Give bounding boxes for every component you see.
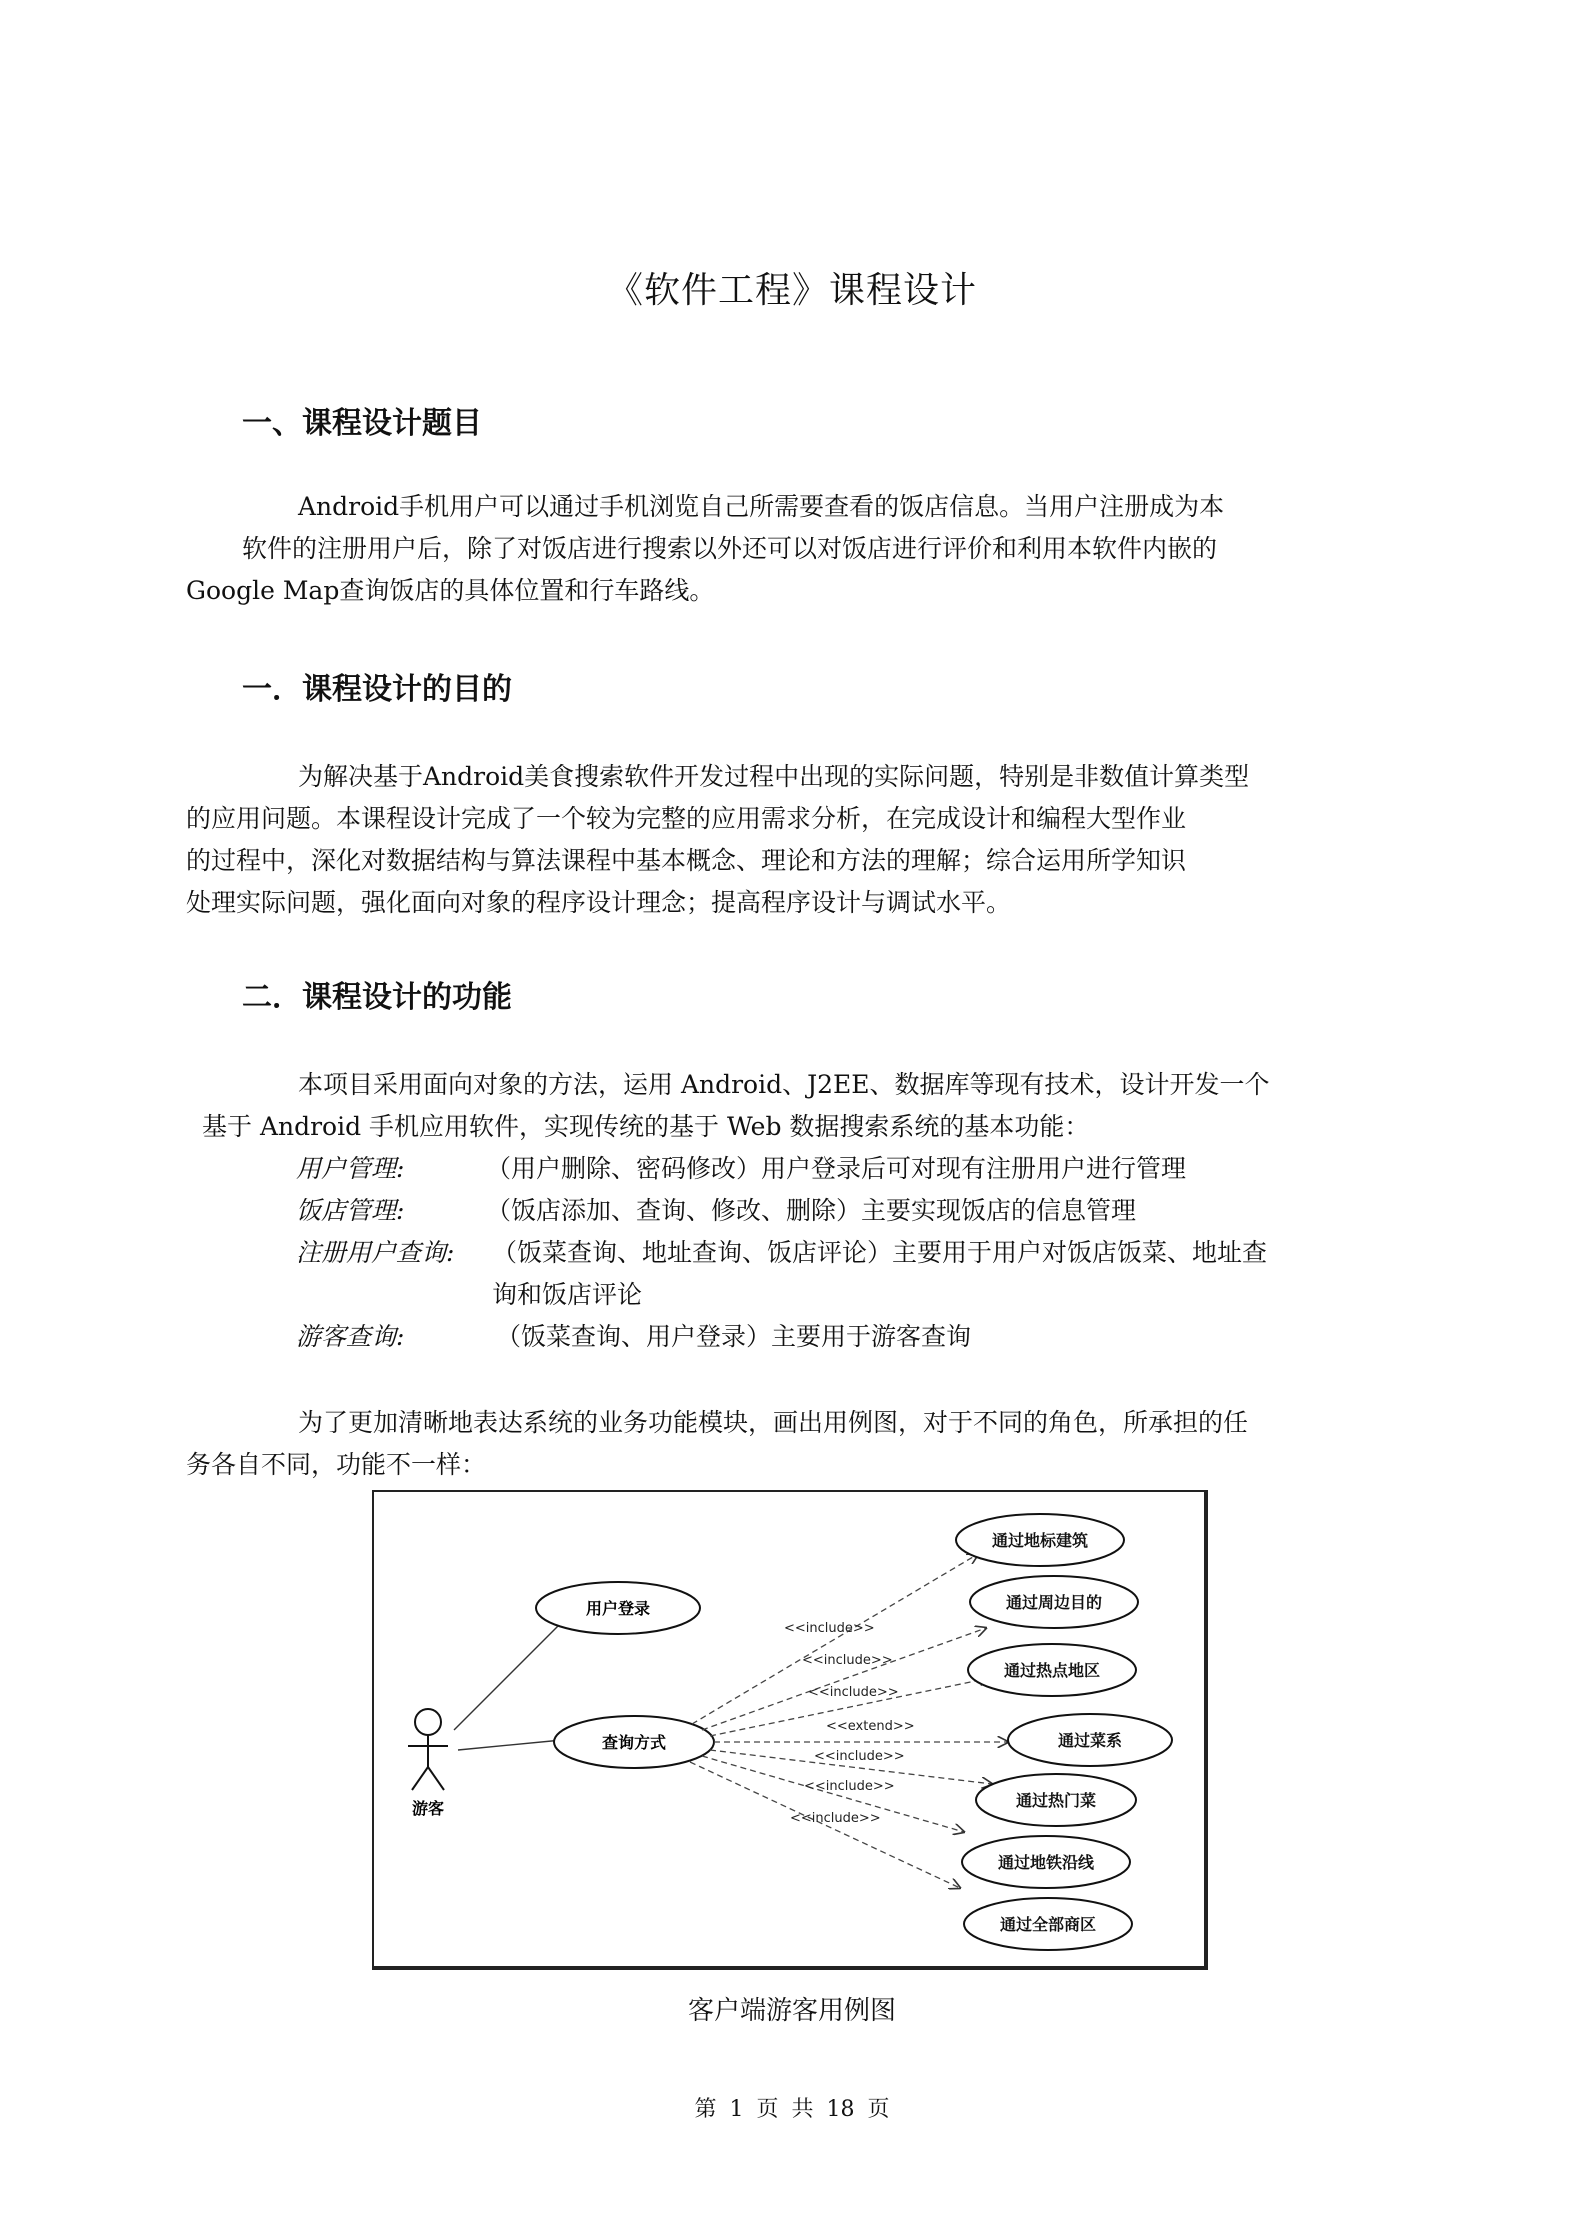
- relation-label-2: <<include>>: [802, 1653, 893, 1668]
- purpose-line-1: 为解决基于Android美食搜索软件开发过程中出现的实际问题，特别是非数值计算类型: [298, 762, 1250, 791]
- function-desc: （饭店添加、查询、修改、删除）主要实现饭店的信息管理: [486, 1196, 1137, 1225]
- function-continuation: 询和饭店评论: [492, 1280, 643, 1309]
- use-case-metro-label: 通过地铁沿线: [997, 1853, 1095, 1872]
- association-login: [454, 1614, 570, 1730]
- section-heading-functions: 二．课程设计的功能: [242, 980, 512, 1015]
- relation-label-1: <<include>>: [784, 1621, 875, 1636]
- function-desc: （饭菜查询、用户登录）主要用于游客查询: [496, 1322, 972, 1351]
- relation-label-7: <<include>>: [790, 1811, 881, 1826]
- relation-label-6: <<include>>: [804, 1779, 895, 1794]
- figure-caption: 客户端游客用例图: [687, 1996, 896, 2026]
- use-case-popular-label: 通过热门菜: [1015, 1791, 1097, 1810]
- function-item-restaurant-management: [296, 1190, 1137, 1232]
- topic-line-1: Android手机用户可以通过手机浏览自己所需要查看的饭店信息。当用户注册成为本: [298, 492, 1225, 521]
- use-case-query-label: 查询方式: [601, 1733, 667, 1752]
- closing-line-2: 务各自不同，功能不一样：: [186, 1450, 487, 1479]
- closing-line-1: 为了更加清晰地表达系统的业务功能模块，画出用例图，对于不同的角色，所承担的任: [298, 1408, 1249, 1437]
- function-name: 游客查询:: [296, 1322, 405, 1351]
- purpose-line-3: 的过程中，深化对数据结构与算法课程中基本概念、理论和方法的理解；综合运用所学知识: [186, 846, 1187, 875]
- function-name: 注册用户查询:: [296, 1238, 455, 1267]
- page-footer: 第 1 页 共 18 页: [694, 2097, 890, 2122]
- purpose-line-2: 的应用问题。本课程设计完成了一个较为完整的应用需求分析，在完成设计和编程大型作业: [186, 804, 1187, 833]
- closing-paragraph: [186, 1402, 1362, 1486]
- topic-line-3: Google Map查询饭店的具体位置和行车路线。: [186, 576, 715, 605]
- purpose-paragraph: [186, 756, 1362, 924]
- function-item-guest-query: [296, 1316, 972, 1358]
- section-heading-topic: 一、课程设计题目: [242, 406, 482, 441]
- function-name: 用户管理:: [296, 1154, 405, 1183]
- function-name: 饭店管理:: [296, 1196, 405, 1225]
- function-desc: （用户删除、密码修改）用户登录后可对现有注册用户进行管理: [486, 1154, 1187, 1183]
- relation-label-4: <<extend>>: [826, 1719, 915, 1734]
- topic-paragraph: [186, 486, 1362, 612]
- functions-intro-line-2: 基于 Android 手机应用软件，实现传统的基于 Web 数据搜索系统的基本功能：: [202, 1112, 1090, 1141]
- use-case-landmark-label: 通过地标建筑: [991, 1531, 1089, 1550]
- functions-intro-line-1: 本项目采用面向对象的方法，运用 Android、J2EE、数据库等现有技术，设计开发一个: [298, 1070, 1270, 1099]
- relation-line-nearby: [702, 1628, 986, 1730]
- topic-line-2: 软件的注册用户后，除了对饭店进行搜索以外还可以对饭店进行评价和利用本软件内嵌的: [242, 534, 1218, 563]
- association-query: [458, 1740, 562, 1750]
- section-heading-purpose: 一．课程设计的目的: [242, 672, 512, 707]
- function-item-user-management: [296, 1148, 1187, 1190]
- use-case-hotspot-label: 通过热点地区: [1003, 1661, 1101, 1680]
- use-case-nearby-label: 通过周边目的: [1005, 1593, 1103, 1612]
- actor-label: 游客: [411, 1799, 445, 1818]
- purpose-line-4: 处理实际问题，强化面向对象的程序设计理念；提高程序设计与调试水平。: [186, 888, 1012, 917]
- use-case-cuisine-label: 通过菜系: [1057, 1731, 1123, 1750]
- function-desc: （饭菜查询、地址查询、饭店评论）主要用于用户对饭店饭菜、地址查: [492, 1238, 1268, 1267]
- relation-label-5: <<include>>: [814, 1749, 905, 1764]
- document-title: 《软件工程》课程设计: [606, 270, 977, 311]
- use-case-district-label: 通过全部商区: [999, 1915, 1097, 1934]
- use-case-login-label: 用户登录: [585, 1599, 651, 1618]
- actor-stick-figure: [408, 1709, 448, 1790]
- relation-label-3: <<include>>: [808, 1685, 899, 1700]
- function-item-registered-query: [296, 1232, 1268, 1274]
- use-case-diagram: [372, 1490, 1208, 1970]
- use-case-diagram-svg: [374, 1492, 1206, 1966]
- functions-intro: [202, 1064, 1362, 1148]
